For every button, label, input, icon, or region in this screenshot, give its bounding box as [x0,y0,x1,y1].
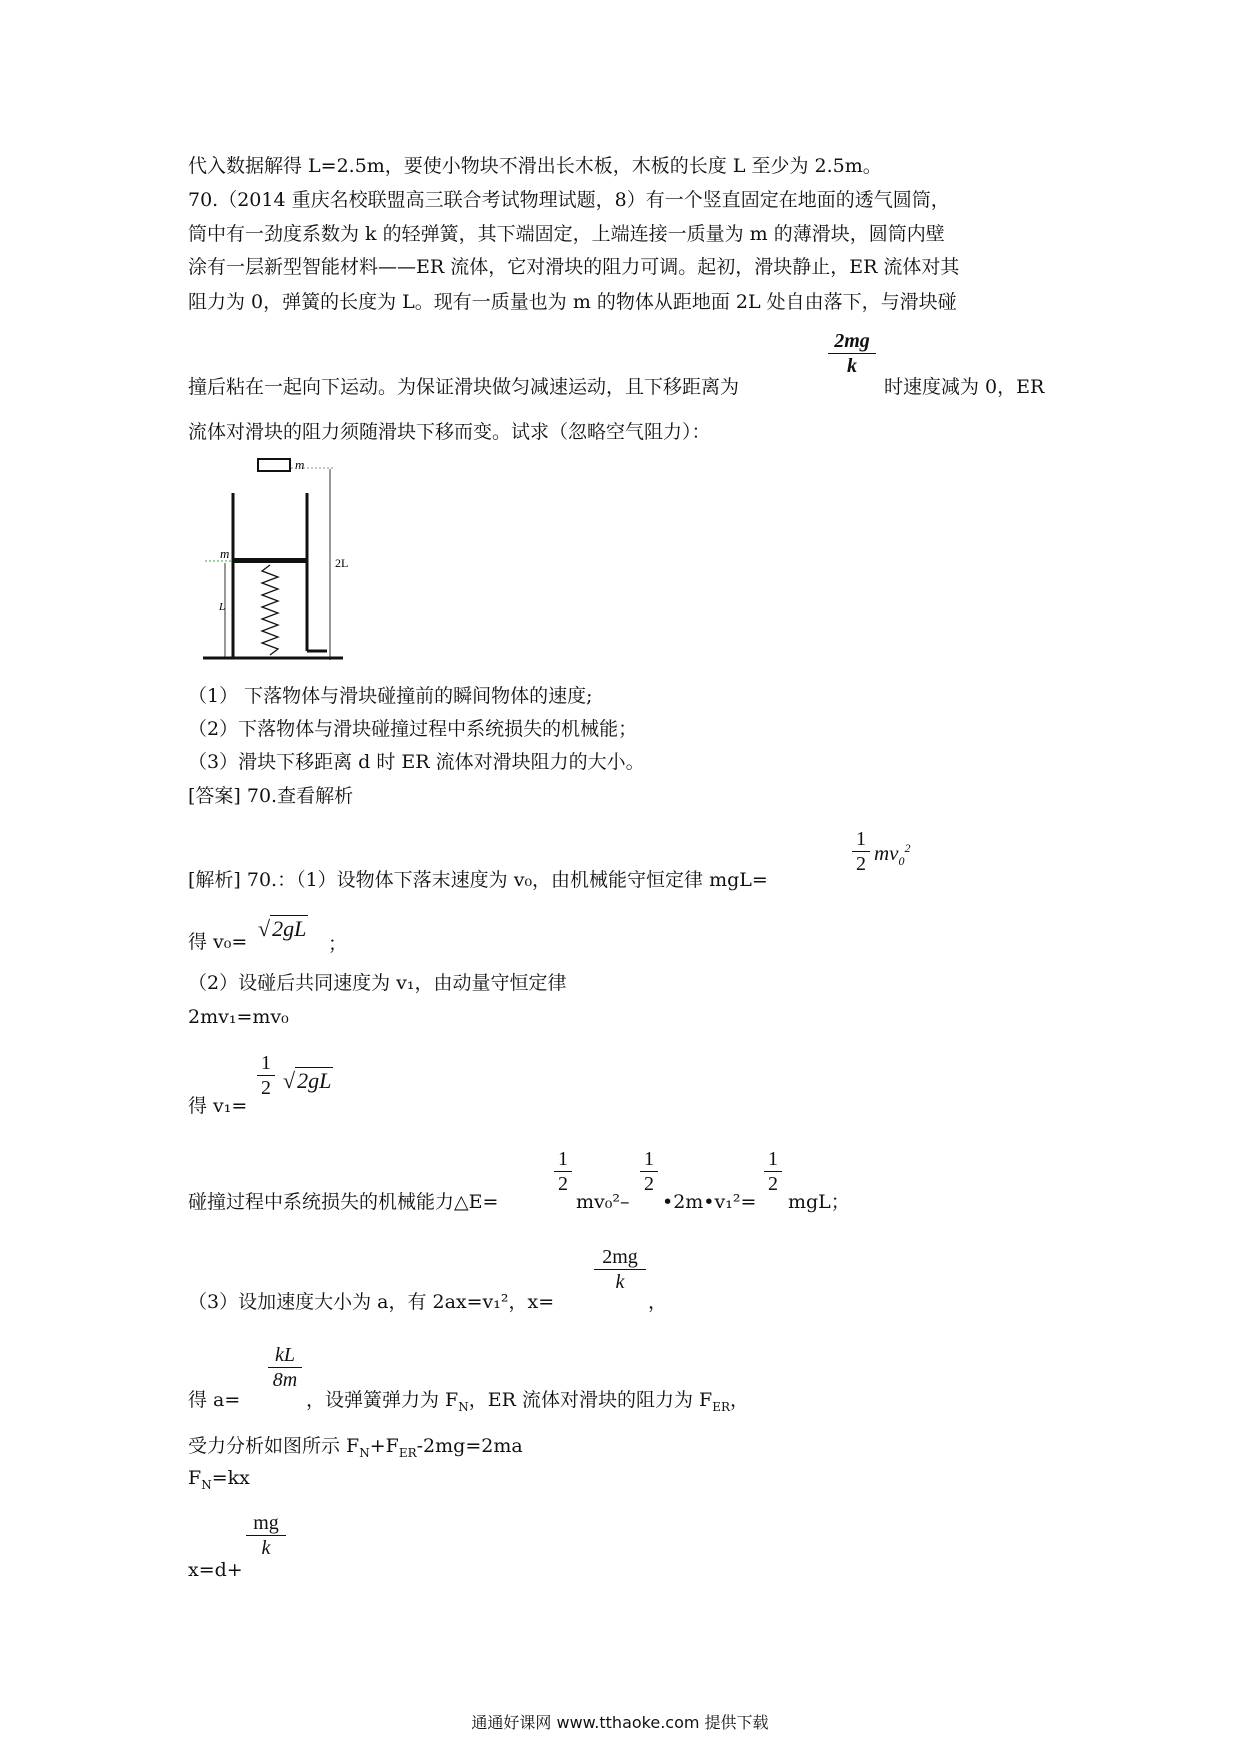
line-6b: 时速度减为 0，ER [884,376,1045,398]
mv0-squared: $mv_0^2$ [874,841,911,869]
label-m-side: m [220,546,230,561]
fraction-kL-over-8m: kL 8m [268,1344,302,1391]
sqrt-2gL-a: √2gL [258,916,307,941]
line-3: 筒中有一劲度系数为 k 的轻弹簧，其下端固定，上端连接一质量为 m 的薄滑块，圆筒内壁 [188,223,945,245]
solution-line-3: （2）设碰后共同速度为 v₁，由动量守恒定律 [188,972,567,994]
solution-line-6d: mgL； [788,1191,850,1213]
line-2: 70.（2014 重庆名校联盟高三联合考试物理试题，8）有一个竖直固定在地面的透气圆筒， [188,189,950,211]
label-m-top: m [295,457,305,472]
fraction-half-c: 1 2 [554,1148,572,1195]
sqrt-2gL-b: √2gL [283,1068,332,1093]
fraction-half-d: 1 2 [640,1148,658,1195]
solution-line-7b: ， [648,1291,668,1313]
label-2L: 2L [335,556,349,570]
solution-line-9: 受力分析如图所示 $F_N+F_{ER}-2mg=2ma$ [188,1435,523,1460]
fraction-2mg-over-k [828,330,876,377]
solution-line-2-end: ； [328,933,348,955]
fraction-half-e: 1 2 [764,1148,782,1195]
question-1: （1） 下落物体与滑块碰撞前的瞬间物体的速度; [188,685,593,707]
fraction-mg-over-k: mg k [246,1512,286,1559]
spring-cylinder-diagram [195,455,365,670]
slider-plate [233,558,307,563]
fraction-half-b: 1 2 [257,1052,275,1099]
solution-line-1: [解析] 70.：（1）设物体下落末速度为 v₀，由机械能守恒定律 mgL= [188,869,768,891]
footer-source: 通通好课网 www.tthaoke.com 提供下载 [471,1713,769,1732]
label-L: L [219,601,226,613]
solution-line-2: 得 v₀= [188,931,248,953]
solution-line-5: 得 v₁= [188,1095,248,1117]
solution-line-8b: ，设弹簧弹力为 $F_N$，ER 流体对滑块的阻力为 $F_{ER}$， [306,1389,749,1414]
line-1: 代入数据解得 L=2.5m，要使小物块不滑出长木板，木板的长度 L 至少为 2.5m。 [188,155,882,177]
solution-line-6c: •2m•v₁²= [662,1191,757,1213]
spring [262,565,278,655]
line-4: 涂有一层新型智能材料——ER 流体，它对滑块的阻力可调。起初，滑块静止，ER 流体对其 [188,256,960,278]
line-6a: 撞后粘在一起向下运动。为保证滑块做匀减速运动，且下移距离为 [188,376,740,398]
question-3: （3）滑块下移距离 d 时 ER 流体对滑块阻力的大小。 [188,751,645,773]
solution-line-11: x=d+ [188,1559,243,1581]
line-7: 流体对滑块的阻力须随滑块下移而变。试求（忽略空气阻力）： [188,421,711,443]
solution-line-8a: 得 a= [188,1389,241,1411]
question-2: （2）下落物体与滑块碰撞过程中系统损失的机械能； [188,718,638,740]
solution-line-10: $F_N=kx$ [188,1467,250,1492]
solution-line-7a: （3）设加速度大小为 a，有 2ax=v₁²，x= [188,1291,555,1313]
solution-line-4: 2mv₁=mv₀ [188,1006,289,1028]
solution-line-6b: mv₀²– [576,1191,630,1213]
numerator: 2mg [834,330,870,352]
solution-line-6a: 碰撞过程中系统损失的机械能力△E= [188,1191,499,1213]
line-5: 阻力为 0，弹簧的长度为 L。现有一质量也为 m 的物体从距地面 2L 处自由落下，与滑块碰 [188,291,957,313]
fraction-2mg-over-k-b: 2mg k [594,1246,646,1293]
falling-block [258,459,290,471]
answer-line: [答案] 70.查看解析 [188,785,354,807]
fraction-half-a: 1 2 [852,828,870,875]
denominator: k [847,355,857,377]
